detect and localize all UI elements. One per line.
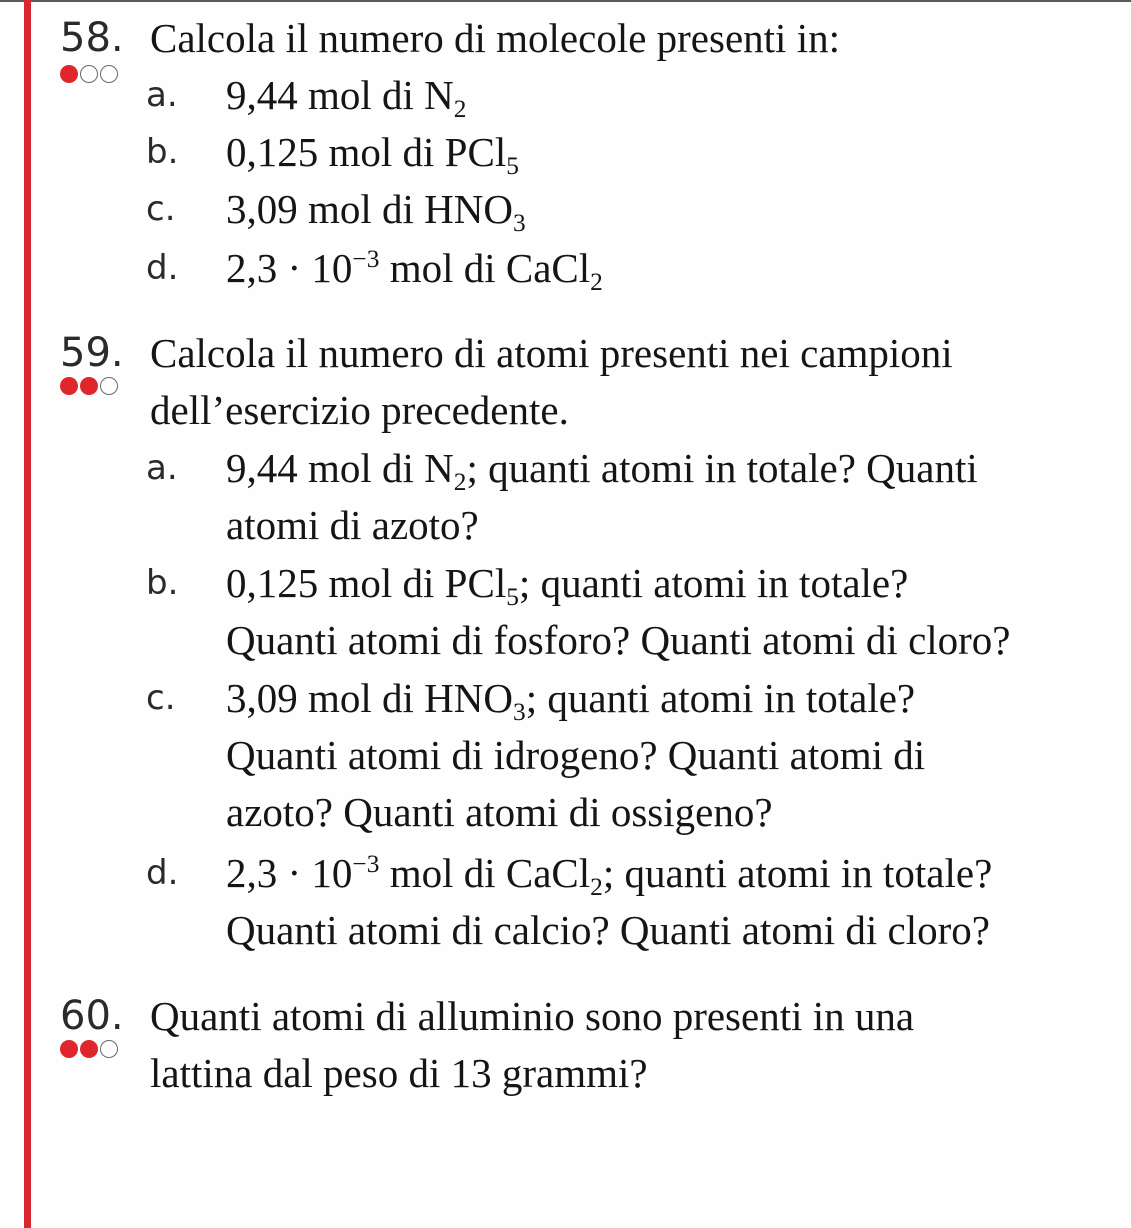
difficulty-dot-empty xyxy=(100,1040,118,1058)
exercise-59 xyxy=(60,325,1120,965)
exercise-60 xyxy=(60,988,1120,1108)
item-58b xyxy=(146,124,1131,181)
item-letter: a. xyxy=(146,75,178,115)
difficulty-dot-empty xyxy=(100,377,118,395)
item-59c xyxy=(146,670,1131,841)
difficulty-dot-filled xyxy=(80,1040,98,1058)
item-59d xyxy=(146,845,1131,959)
item-59b xyxy=(146,555,1131,669)
exercise-number: 60. xyxy=(60,993,124,1039)
item-letter: d. xyxy=(146,853,179,893)
item-58c xyxy=(146,181,1131,238)
item-letter: b. xyxy=(146,563,179,603)
exercise-number: 58. xyxy=(60,15,124,61)
item-58d xyxy=(146,240,1131,297)
exercise-prompt: Calcola il numero di molecole presenti in: xyxy=(150,15,840,61)
item-text: 3,09 mol di HNO3 xyxy=(226,186,526,238)
exercise-prompt: Quanti atomi di alluminio sono presenti in una lattina dal peso di 13 grammi? xyxy=(150,993,915,1096)
difficulty-dot-empty xyxy=(80,65,98,83)
exercise-number: 59. xyxy=(60,330,124,376)
exercise-prompt: Calcola il numero di atomi presenti nei campioni dell’esercizio precedente. xyxy=(150,330,953,433)
item-59a xyxy=(146,440,1131,554)
margin-bar xyxy=(24,0,31,1228)
difficulty-indicator xyxy=(60,1040,130,1060)
item-text: 9,44 mol di N2 xyxy=(226,72,467,124)
difficulty-dot-filled xyxy=(80,377,98,395)
item-text: 0,125 mol di PCl5; quanti atomi in totale? Quanti atomi di fosforo? Quanti atomi di cloro? xyxy=(226,560,1011,663)
item-text: 9,44 mol di N2; quanti atomi in totale? Quanti atomi di azoto? xyxy=(226,445,978,548)
difficulty-dot-filled xyxy=(60,377,78,395)
item-letter: d. xyxy=(146,248,179,288)
difficulty-indicator xyxy=(60,377,130,397)
difficulty-dot-empty xyxy=(100,65,118,83)
difficulty-dot-filled xyxy=(60,65,78,83)
item-letter: c. xyxy=(146,678,176,718)
item-text: $2,3 \cdot 10^{-3}$ mol di CaCl2 xyxy=(226,244,603,297)
item-letter: b. xyxy=(146,132,179,172)
item-text: 0,125 mol di PCl5 xyxy=(226,129,519,181)
item-letter: a. xyxy=(146,448,178,488)
top-rule xyxy=(0,0,1131,2)
exercise-58 xyxy=(60,10,1120,300)
item-text: 3,09 mol di HNO3; quanti atomi in totale? Quanti atomi di idrogeno? Quanti atomi di azoto? Quanti atomi di ossigeno? xyxy=(226,675,926,835)
item-58a xyxy=(146,67,1131,124)
item-text: $2,3 \cdot 10^{-3}$ mol di CaCl2; quanti atomi in totale? Quanti atomi di calcio? Quanti atomi di cloro? xyxy=(226,849,993,953)
difficulty-dot-filled xyxy=(60,1040,78,1058)
difficulty-indicator xyxy=(60,65,130,85)
item-letter: c. xyxy=(146,189,176,229)
